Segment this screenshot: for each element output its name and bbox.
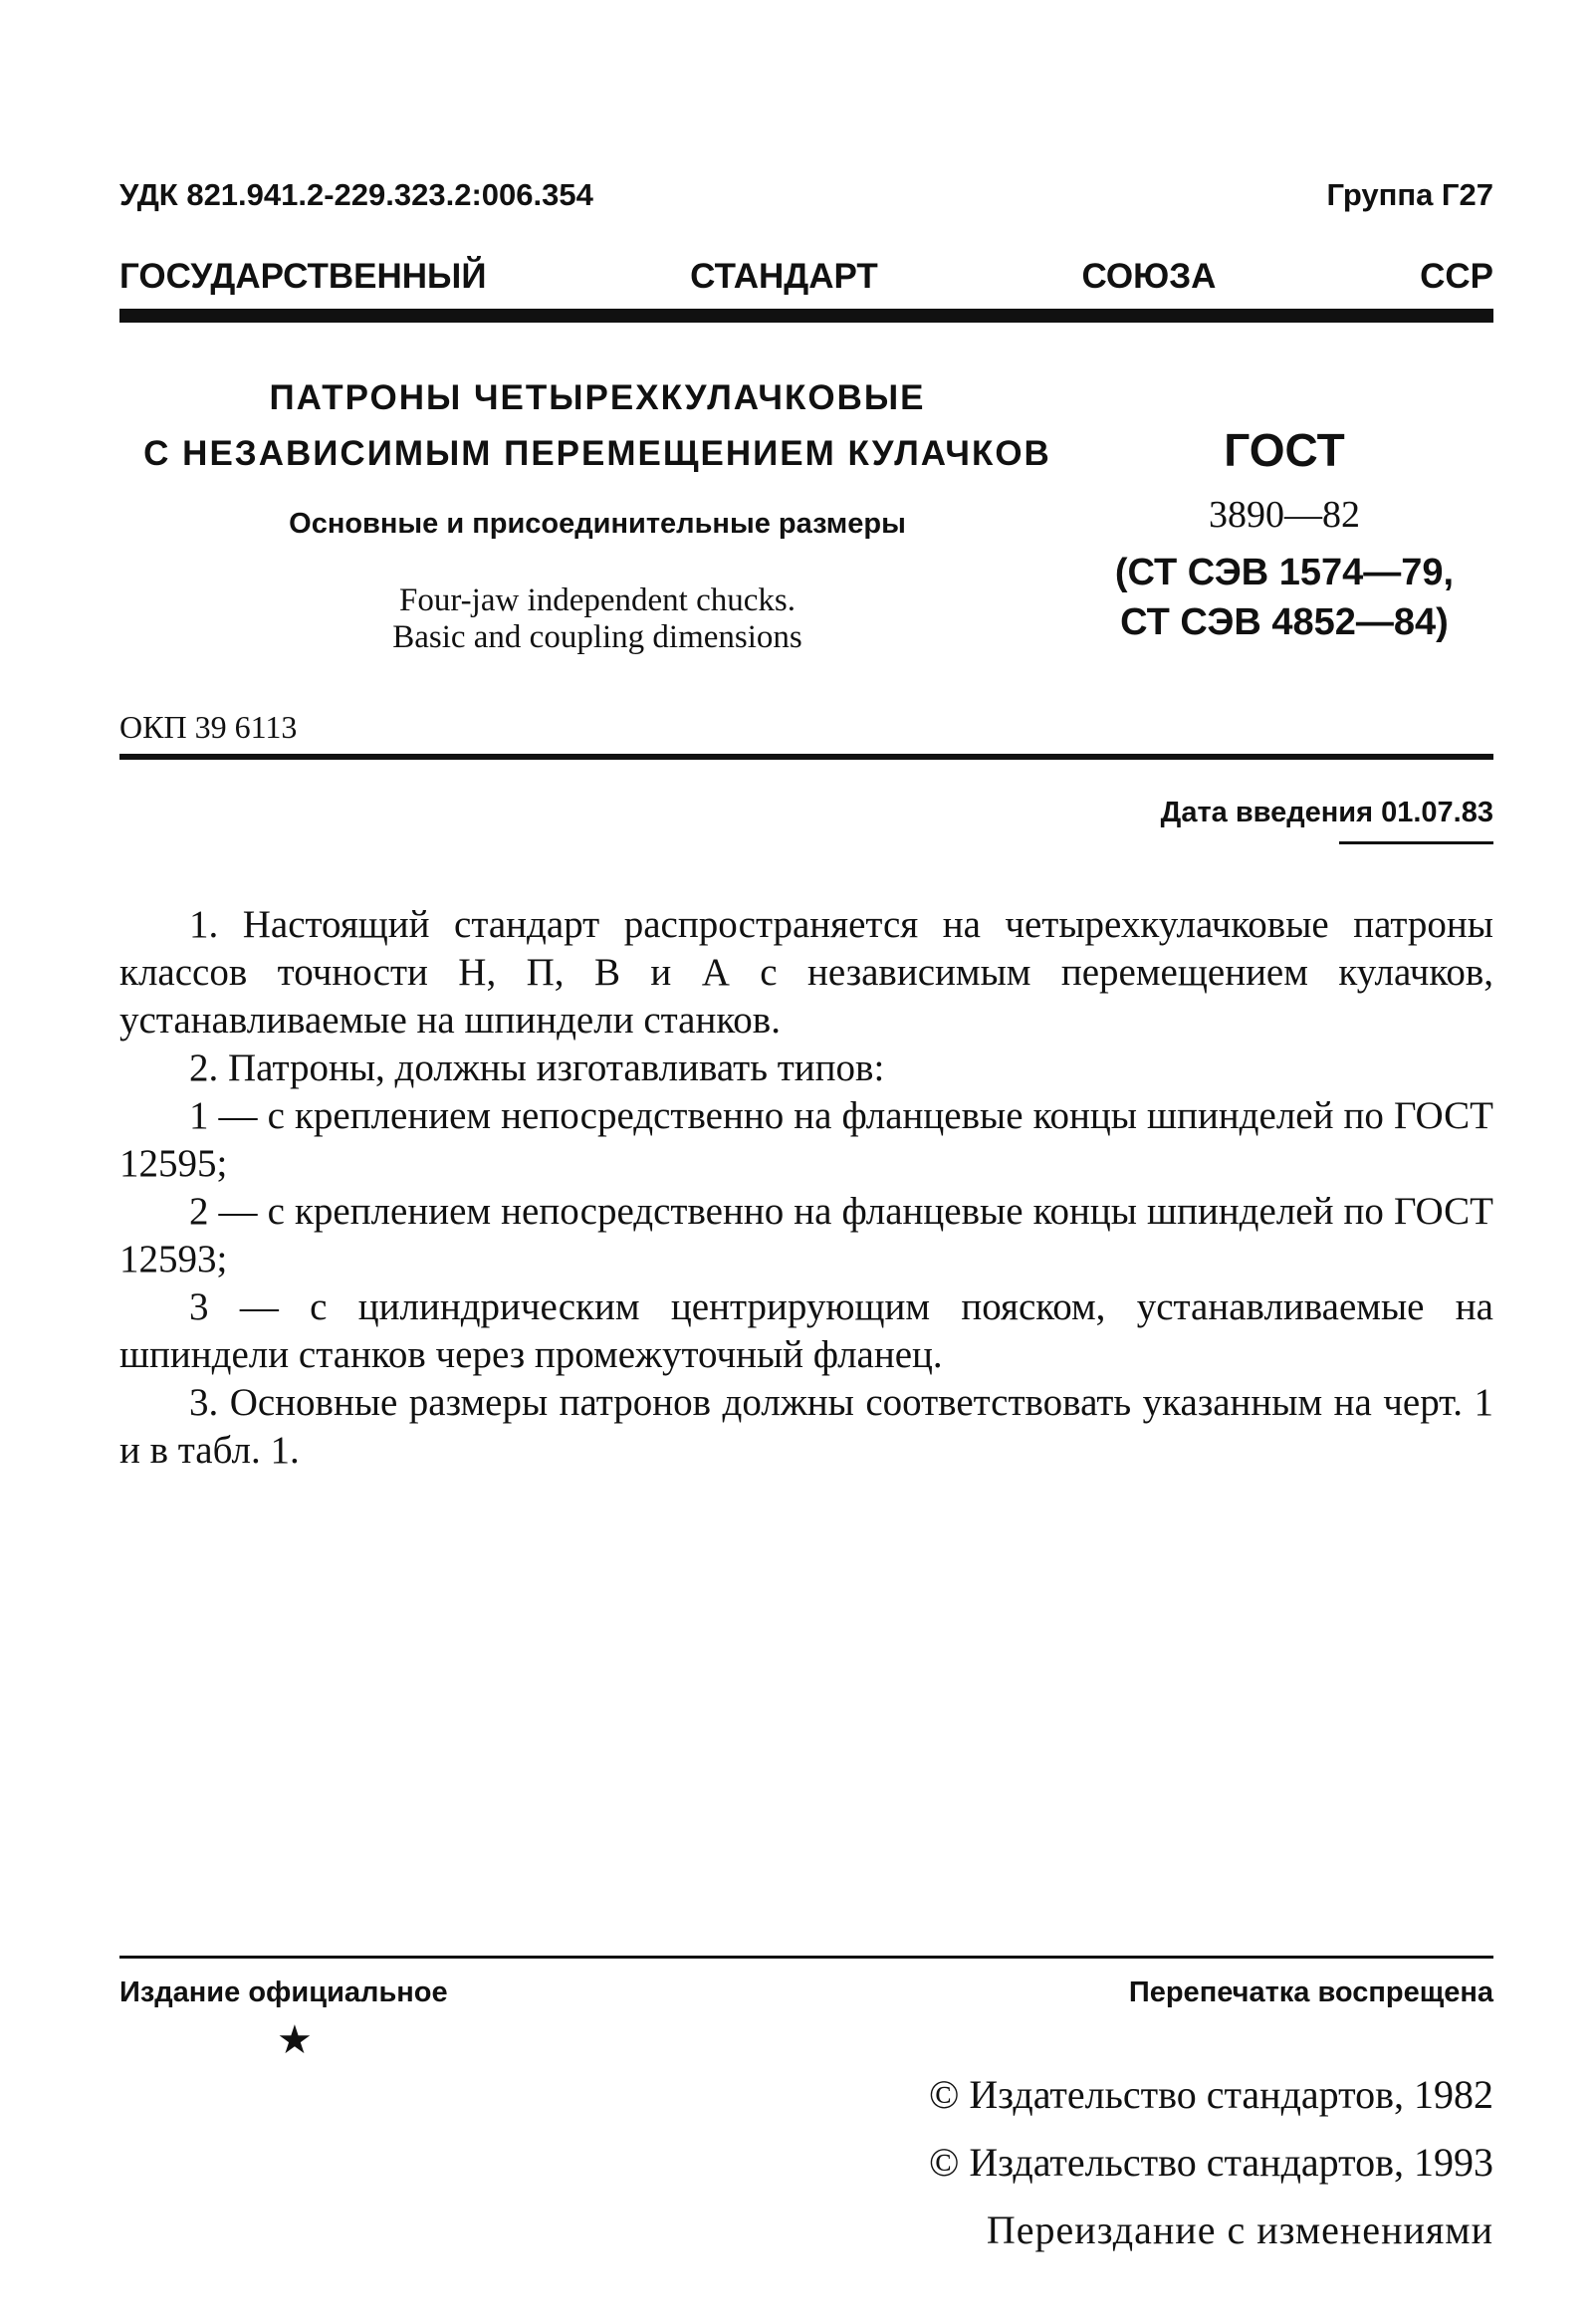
gost-number: 3890—82 (1209, 494, 1360, 536)
paragraph-type-3: 3 — с цилиндрическим центрирующим пояском, устанавливаемые на шпиндели станков через промежуточный фланец. (119, 1285, 1493, 1376)
gost-label: ГОСТ (1224, 424, 1345, 476)
title-line-2: С НЕЗАВИСИМЫМ ПЕРЕМЕЩЕНИЕМ КУЛАЧКОВ (143, 434, 1051, 473)
copyright-1982: © Издательство стандартов, 1982 (928, 2072, 1493, 2117)
date-underline (1339, 841, 1493, 844)
sev-reference-2: СТ СЭВ 4852—84) (1120, 601, 1449, 643)
reprint-prohibited: Перепечатка воспрещена (1128, 1976, 1493, 2008)
footer-rule (119, 1956, 1493, 1959)
paragraph-2: 2. Патроны, должны изготавливать типов: (189, 1046, 885, 1089)
paragraph-type-2: 2 — с креплением непосредственно на фланцевые концы шпинделей по ГОСТ 12593; (119, 1190, 1493, 1280)
middle-rule (119, 754, 1493, 760)
english-title-line-1: Four-jaw independent chucks. (399, 582, 796, 618)
paragraph-3: 3. Основные размеры патронов должны соответствовать указанным на черт. 1 и в табл. 1. (119, 1381, 1493, 1472)
paragraph-1: 1. Настоящий стандарт распространяется на четырехкулачковые патроны классов точности Н, П, В и А с независимым перемещением кулачков, устанавливаемые на шпиндели станков. (119, 903, 1493, 1042)
top-thick-rule (119, 309, 1493, 323)
state-standard-banner: ГОСУДАРСТВЕННЫЙ СТАНДАРТ СОЮЗА ССР (119, 257, 1493, 296)
copyright-1993: © Издательство стандартов, 1993 (928, 2140, 1493, 2185)
title-subtitle: Основные и присоединительные размеры (289, 508, 906, 540)
official-edition: Издание официальное (119, 1976, 448, 2008)
udk-code: УДК 821.941.2-229.323.2:006.354 (119, 177, 593, 212)
paragraph-type-1: 1 — с креплением непосредственно на фланцевые концы шпинделей по ГОСТ 12595; (119, 1094, 1493, 1185)
reissue-note: Переиздание с изменениями (986, 2208, 1493, 2252)
introduction-date: Дата введения 01.07.83 (1160, 797, 1493, 828)
title-line-1: ПАТРОНЫ ЧЕТЫРЕХКУЛАЧКОВЫЕ (269, 378, 926, 417)
english-title-line-2: Basic and coupling dimensions (392, 619, 802, 655)
sev-reference-1: (СТ СЭВ 1574—79, (1114, 552, 1455, 593)
group-code: Группа Г27 (1326, 177, 1493, 212)
star-icon: ★ (277, 2017, 313, 2062)
okp-code: ОКП 39 6113 (119, 709, 298, 745)
